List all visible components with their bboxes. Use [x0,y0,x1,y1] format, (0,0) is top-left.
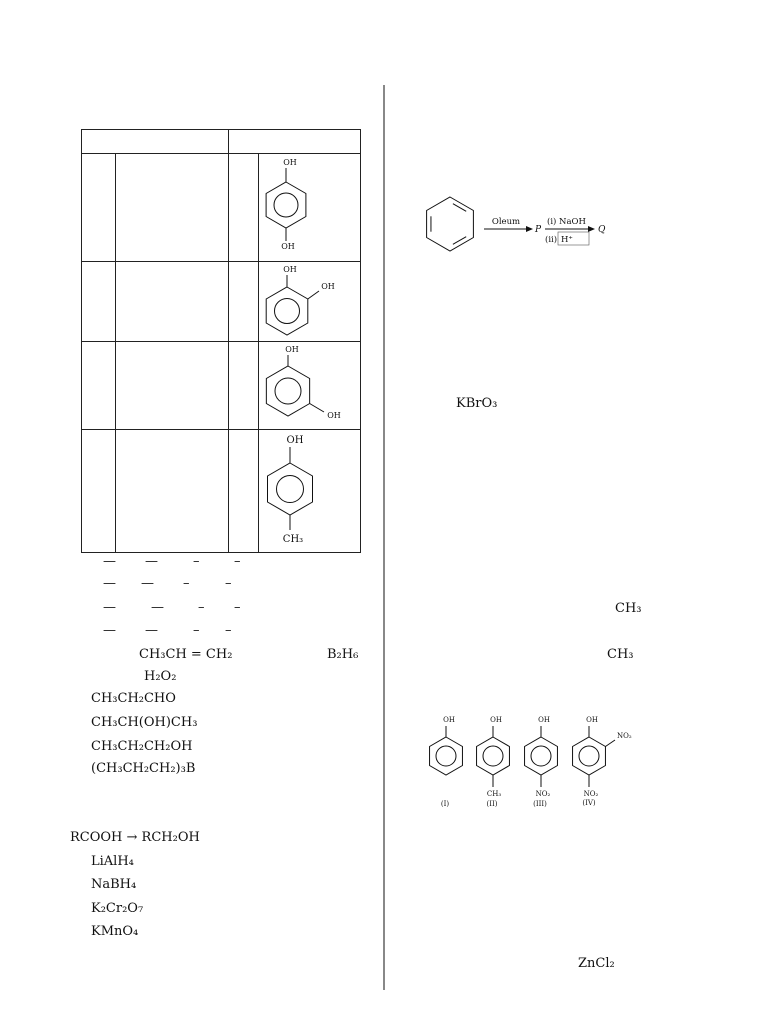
structure-marker-cell [229,154,259,262]
double-bond-line [453,204,466,212]
reagent-formula: B₂H₆ [327,647,359,662]
compound-name-cell [116,262,229,342]
option-marker: — [145,623,158,638]
row-marker-cell [82,154,116,262]
structure-marker-cell [229,430,259,553]
substituent-label: OH [586,716,598,724]
answer-option: CH₃CH₂CH₂OH [91,739,193,754]
option-marker: – [183,576,190,591]
table-row [82,262,361,342]
reagent-formula: KBrO₃ [456,396,498,411]
substituent-label: OH [327,411,341,420]
answer-option: KMnO₄ [91,924,139,939]
arrow-reagent: H⁺ [561,235,573,245]
reaction-scheme [427,197,606,251]
option-marker: — [151,600,164,615]
intermediate-label: P [535,225,542,235]
substituent-label: OH [286,435,304,446]
substituent-label: NO₂ [535,790,551,798]
arrow-reagent: Oleum [491,217,521,227]
structure-marker-cell [229,342,259,430]
aromatic-circle [579,746,599,766]
product-label: Q [598,225,606,235]
benzene-ring [430,737,463,775]
option-marker: – [193,623,200,638]
table-header-row [82,130,361,154]
arrow-head-icon [588,226,595,232]
double-bond-line [453,237,466,245]
table-row [82,342,361,430]
table-row [82,154,361,262]
substituent-label: CH₃ [282,534,304,545]
compound-name-cell [116,154,229,262]
phenol-structure-iv [573,716,632,807]
aromatic-circle [483,746,503,766]
column-i-header [82,130,229,154]
match-table [81,129,361,553]
reactant-formula: CH₃CH = CH₂ [139,647,233,662]
substituent-label: OH [283,265,297,274]
structure-cell [259,430,361,553]
answer-option: LiAlH₄ [91,854,134,869]
phenol-structure-ii [477,716,510,808]
structure-marker-cell [229,262,259,342]
bond [605,740,615,747]
answer-option: CH₃CH₂CHO [91,691,176,706]
compound-numeral: (III) [533,800,547,808]
aromatic-circle [436,746,456,766]
option-marker: – [234,554,241,569]
reagent-formula: H₂O₂ [144,669,177,684]
reagent-formula: ZnCl₂ [578,956,615,971]
option-marker: – [198,600,205,615]
substituent-label: OH [490,716,502,724]
option-marker: – [193,554,200,569]
option-marker: — [103,554,116,569]
compound-numeral: (II) [486,800,498,808]
row-marker-cell [82,262,116,342]
option-marker: — [103,576,116,591]
structure-cell [259,342,361,430]
option-marker: – [225,576,232,591]
row-marker-cell [82,342,116,430]
substituent-label: CH₃ [486,790,502,798]
structure-cell [259,154,361,262]
row-marker-cell [82,430,116,553]
arrow-step-number: (ii) [545,235,558,245]
benzene-ring [427,197,474,251]
option-marker: — [141,576,154,591]
option-marker: – [225,623,232,638]
benzene-ring [573,737,606,775]
table-row [82,430,361,553]
phenol-structure-iii [525,716,558,808]
option-marker: – [234,600,241,615]
substituent-label: OH [283,158,297,167]
conversion-equation: RCOOH → RCH₂OH [70,830,200,845]
substituent-label: OH [321,282,335,291]
phenol-structure-i [430,716,463,808]
benzene-ring [525,737,558,775]
substituent-label: NO₂ [583,790,599,798]
answer-option: K₂Cr₂O₇ [91,901,144,916]
answer-option: CH₃CH(OH)CH₃ [91,715,198,730]
option-marker: — [103,623,116,638]
column-ii-header [229,130,361,154]
benzene-ring [477,737,510,775]
option-marker: — [103,600,116,615]
aromatic-circle [531,746,551,766]
substituent-label: NO₂ [617,732,632,740]
answer-option: (CH₃CH₂CH₂)₃B [91,761,196,776]
arrow-reagent: (i) NaOH [547,217,586,227]
option-marker: — [145,554,158,569]
reagent-box [558,232,589,245]
methyl-formula: CH₃ [615,601,642,616]
substituent-label: OH [281,242,295,251]
substituent-label: OH [443,716,455,724]
answer-option: NaBH₄ [91,877,137,892]
substituent-label: OH [538,716,550,724]
methyl-formula: CH₃ [607,647,634,662]
structure-cell [259,262,361,342]
arrow-head-icon [526,226,533,232]
compound-numeral: (IV) [582,799,596,807]
compound-name-cell [116,342,229,430]
compound-name-cell [116,430,229,553]
compound-numeral: (I) [440,800,450,808]
substituent-label: OH [285,345,299,354]
